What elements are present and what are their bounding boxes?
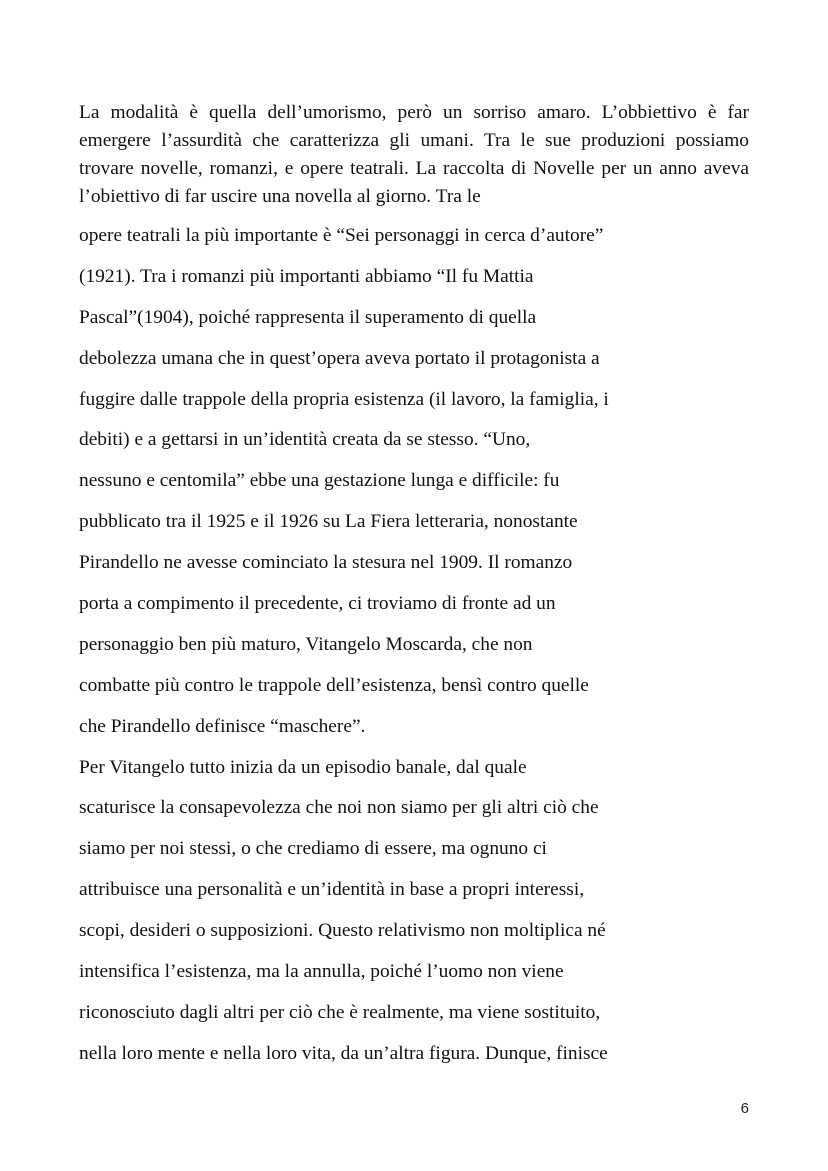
intro-paragraph bbox=[79, 99, 749, 211]
text-line: riconosciuto dagli altri per ciò che è realmente, ma viene sostituito, bbox=[79, 1001, 601, 1023]
text-line: scopi, desideri o supposizioni. Questo relativismo non moltiplica né bbox=[79, 920, 606, 942]
text-line: che Pirandello definisce “maschere”. bbox=[79, 715, 366, 737]
text-line: trovare novelle, romanzi, e opere teatrali. La raccolta di Novelle per un anno aveva bbox=[79, 158, 749, 179]
page-number: 6 bbox=[740, 1100, 749, 1117]
text-line: l’obiettivo di far uscire una novella al giorno. Tra le bbox=[79, 186, 481, 207]
text-line: Per Vitangelo tutto inizia da un episodio banale, dal quale bbox=[79, 756, 527, 778]
text-line: debolezza umana che in quest’opera aveva portato il protagonista a bbox=[79, 347, 600, 369]
text-line: pubblicato tra il 1925 e il 1926 su La Fiera letteraria, nonostante bbox=[79, 511, 578, 533]
text-line: Pirandello ne avesse cominciato la stesura nel 1909. Il romanzo bbox=[79, 552, 573, 574]
text-line: (1921). Tra i romanzi più importanti abbiamo “Il fu Mattia bbox=[79, 265, 534, 287]
text-line: opere teatrali la più importante è “Sei personaggi in cerca d’autore” bbox=[79, 225, 604, 246]
text-line: porta a compimento il precedente, ci troviamo di fronte ad un bbox=[79, 593, 556, 615]
text-line: attribuisce una personalità e un’identità in base a propri interessi, bbox=[79, 879, 585, 901]
text-line: nella loro mente e nella loro vita, da un’altra figura. Dunque, finisce bbox=[79, 1042, 608, 1064]
text-line: debiti) e a gettarsi in un’identità creata da se stesso. “Uno, bbox=[79, 429, 531, 451]
text-line: La modalità è quella dell’umorismo, però un sorriso amaro. L’obbiettivo è far bbox=[79, 102, 749, 123]
text-line: emergere l’assurdità che caratterizza gli umani. Tra le sue produzioni possiamo bbox=[79, 130, 749, 151]
text-line: personaggio ben più maturo, Vitangelo Moscarda, che non bbox=[79, 633, 533, 655]
text-line: scaturisce la consapevolezza che noi non siamo per gli altri ciò che bbox=[79, 797, 599, 819]
text-line: intensifica l’esistenza, ma la annulla, poiché l’uomo non viene bbox=[79, 961, 564, 983]
text-line: siamo per noi stessi, o che crediamo di essere, ma ognuno ci bbox=[79, 838, 547, 860]
body-text bbox=[79, 222, 759, 1081]
text-line: Pascal”(1904), poiché rappresenta il superamento di quella bbox=[79, 306, 537, 328]
text-line: combatte più contro le trappole dell’esistenza, bensì contro quelle bbox=[79, 674, 589, 696]
text-line: fuggire dalle trappole della propria esistenza (il lavoro, la famiglia, i bbox=[79, 388, 609, 410]
text-line: nessuno e centomila” ebbe una gestazione lunga e difficile: fu bbox=[79, 470, 560, 492]
